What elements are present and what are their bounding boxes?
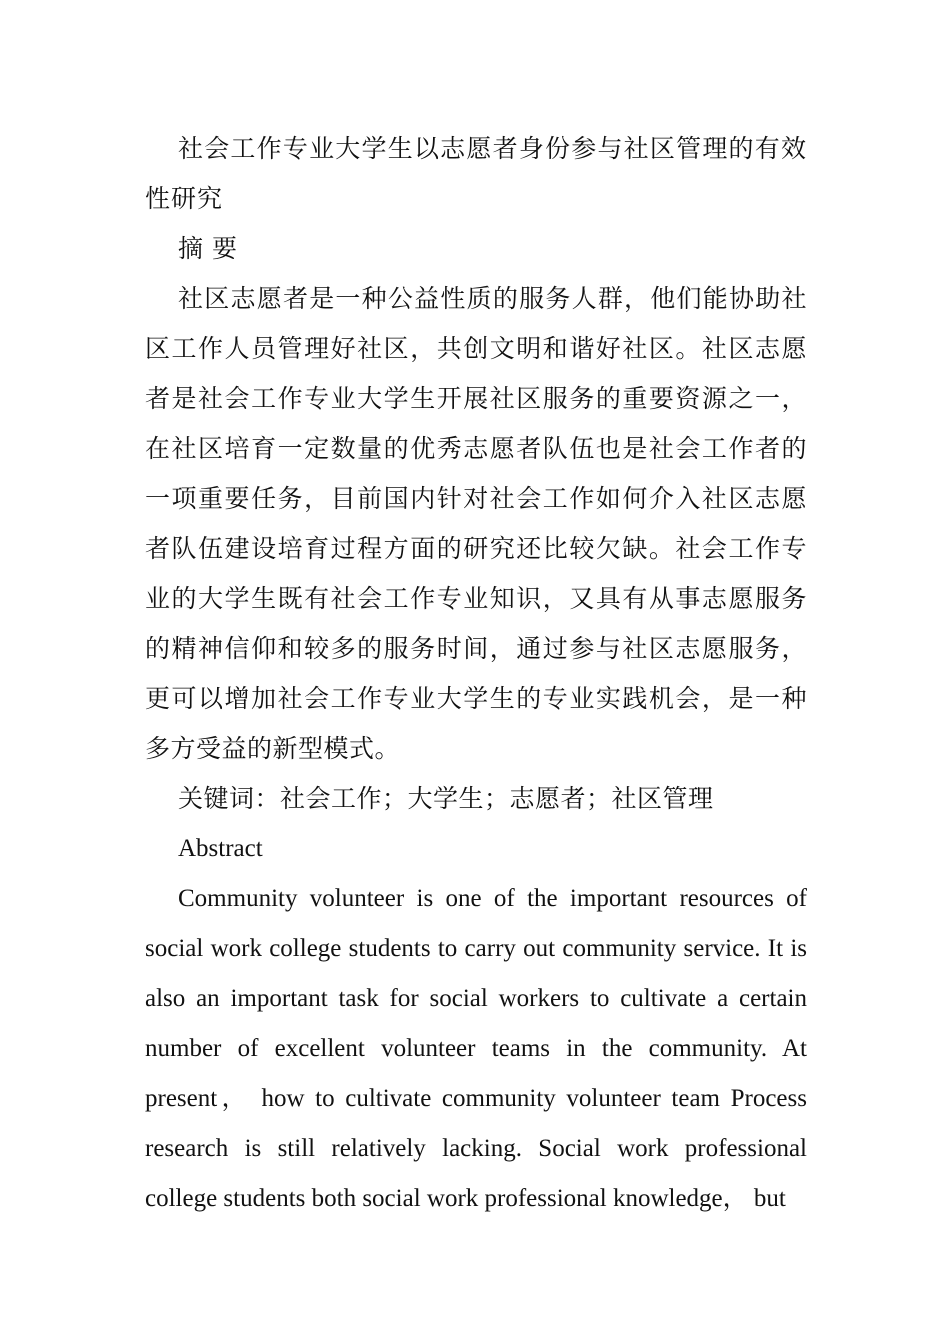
abstract-body: 社区志愿者是一种公益性质的服务人群，他们能协助社区工作人员管理好社区，共创文明和谐好社区。社区志愿者是社会工作专业大学生开展社区服务的重要资源之一，在社区培育一定数量的优秀志愿者队伍也是社会工作者的一项重要任务，目前国内针对社会工作如何介入社区志愿者队伍建设培育过程方面的研究还比较欠缺。社会工作专业的大学生既有社会工作专业知识，又具有从事志愿服务的精神信仰和较多的服务时间，通过参与社区志愿服务，更可以增加社会工作专业大学生的专业实践机会，是一种多方受益的新型模式。 [145, 284, 807, 763]
english-abstract-body: Community volunteer is one of the important resources of social work college students to carry out community service. It is also an important task for social workers to cultivate a certain number of excellent volunteer teams in the community. At present， how to cultivate community volunteer team Process research is still relatively lacking. Social work professional college students both social work professional knowledge， but [145, 885, 807, 1212]
document-title: 社会工作专业大学生以志愿者身份参与社区管理的有效性研究 [145, 134, 807, 213]
abstract-heading: 摘 要 [178, 234, 238, 263]
english-abstract-heading: Abstract [178, 835, 263, 862]
keywords: 关键词：社会工作；大学生；志愿者；社区管理 [178, 784, 714, 813]
document-page [145, 124, 807, 1224]
